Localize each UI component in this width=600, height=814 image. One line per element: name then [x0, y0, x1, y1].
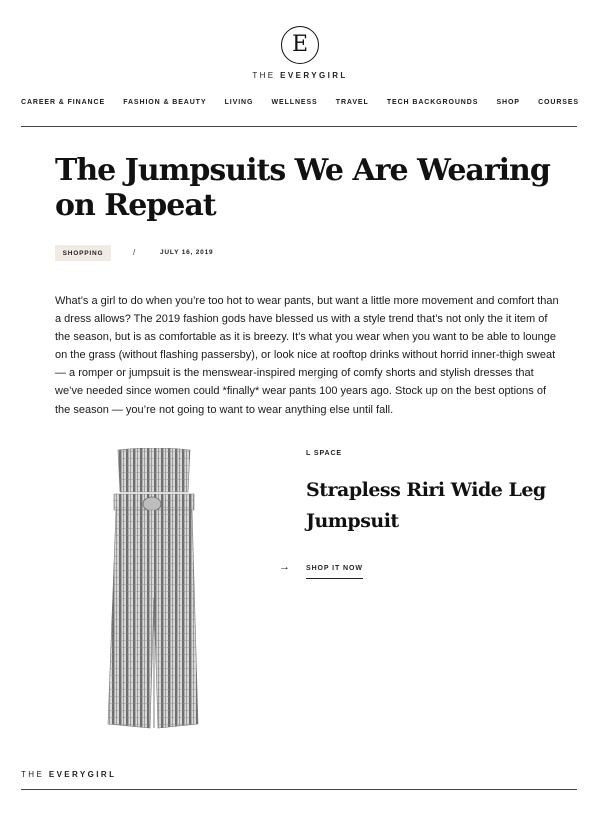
main-nav — [21, 99, 579, 106]
nav-item-career-finance[interactable]: CAREER & FINANCE — [21, 99, 106, 106]
logo-prefix: THE — [252, 71, 276, 80]
nav-item-wellness[interactable]: WELLNESS — [271, 99, 318, 106]
nav-item-fashion-beauty[interactable]: FASHION & BEAUTY — [123, 99, 207, 106]
logo-monogram-icon: E — [281, 26, 319, 64]
category-tag[interactable]: SHOPPING — [55, 245, 111, 261]
shop-it-now-link[interactable]: SHOP IT NOW — [306, 565, 363, 579]
striped-jumpsuit-image[interactable] — [98, 448, 210, 730]
footer-divider — [21, 789, 577, 790]
nav-divider — [21, 126, 577, 127]
logo-wordmark — [0, 71, 600, 80]
nav-item-shop[interactable]: SHOP — [496, 99, 520, 106]
nav-item-living[interactable]: LIVING — [224, 99, 254, 106]
arrow-right-icon: → — [279, 561, 290, 573]
nav-item-tech-backgrounds[interactable]: TECH BACKGROUNDS — [386, 99, 479, 106]
site-logo[interactable] — [0, 26, 600, 80]
product-name[interactable]: Strapless Riri Wide Leg Jumpsuit — [306, 479, 546, 532]
footer-logo[interactable] — [21, 770, 116, 779]
footer-logo-prefix: THE — [21, 770, 45, 779]
article-title: The Jumpsuits We Are Wearing on Repeat — [55, 153, 550, 223]
article-intro: What’s a girl to do when you’re too hot to wear pants, but want a little more movement and comfort than a dress allows? The 2019 fashion gods have blessed us with a style trend that’s not only the it item of the season, but is as comfortable as it is breezy. It’s what you wear when you want to be able to lounge on the grass (without flashing passersby), or look nice at rooftop drinks without horrid inner-thigh sweat — a romper or jumpsuit is the menswear-inspired merging of comfy shorts and stylish dresses that we’ve needed since women could *finally* wear pants 100 years ago. Stock up on the best options of the season — you’re not going to want to wear anything else until fall. — [55, 295, 559, 416]
logo-name: EVERYGIRL — [280, 71, 348, 80]
footer-logo-name: EVERYGIRL — [48, 770, 117, 779]
nav-item-courses[interactable]: COURSES — [538, 99, 579, 106]
product-brand: L SPACE — [306, 450, 342, 457]
nav-item-travel[interactable]: TRAVEL — [335, 99, 369, 106]
article-date: JULY 16, 2019 — [160, 249, 214, 256]
meta-separator: / — [133, 248, 136, 257]
